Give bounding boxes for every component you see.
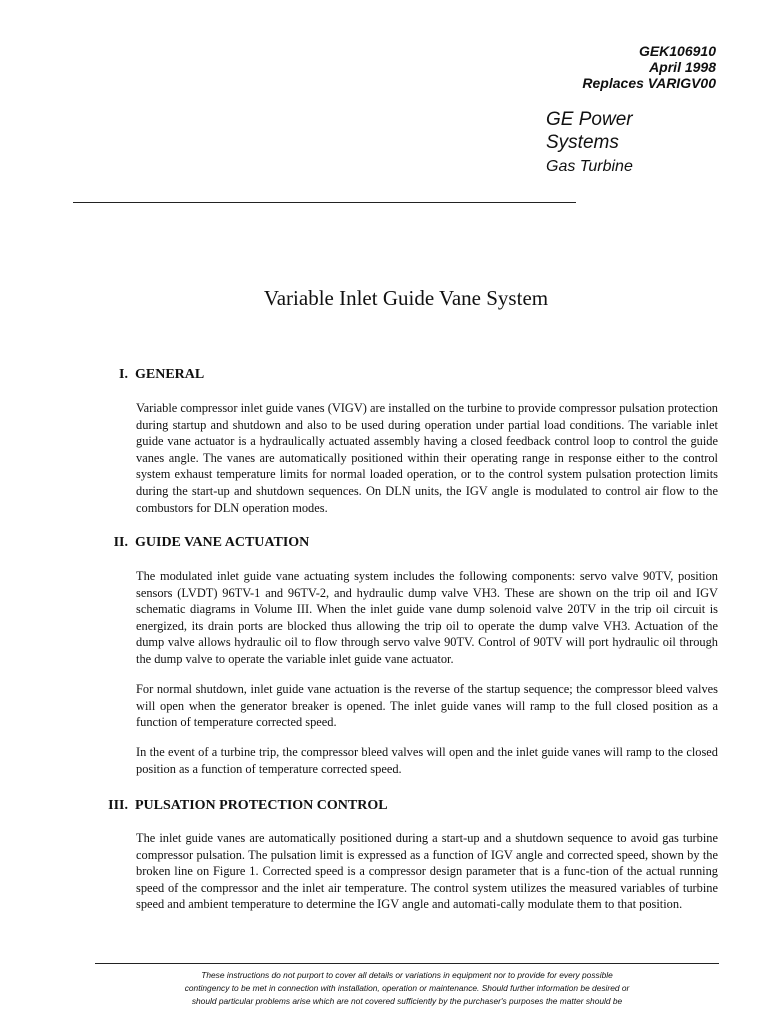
section-title: PULSATION PROTECTION CONTROL [135,798,388,813]
section-number: III. [108,798,128,813]
company-name: GE Power Systems [546,109,633,153]
section-number: I. [119,367,128,382]
disclaimer-line: should particular problems arise which are not covered sufficiently by the purchaser's purposes the matter should be [191,996,623,1006]
disclaimer-line: contingency to be met in connection with installation, operation or maintenance. Should further information be desired or [184,983,630,993]
footer-disclaimer [95,969,719,1008]
document-date: April 1998 [649,59,716,75]
section-heading-pulsation-protection-control [104,798,388,814]
page-title: Variable Inlet Guide Vane System [263,286,549,310]
disclaimer-line: These instructions do not purport to cover all details or variations in equipment nor to provide for every possible [201,970,613,980]
brand-block [546,108,656,176]
section-title: GENERAL [135,367,205,382]
document-number: GEK106910 [638,43,716,59]
section-heading-guide-vane-actuation [108,535,309,551]
section-heading-general [112,367,204,383]
paragraph: For normal shutdown, inlet guide vane actuation is the reverse of the startup sequence; the compressor bleed valves will open when the generator breaker is opened. The inlet guide vanes will ramp to the full closed position as a function of temperature corrected speed. [136,682,718,730]
footer-divider [95,963,719,964]
division-name: Gas Turbine [546,158,633,175]
document-header [582,43,716,91]
header-divider [73,202,576,203]
paragraph: The inlet guide vanes are automatically positioned during a start-up and a shutdown sequence to avoid gas turbine compressor pulsation. The pulsation limit is expressed as a function of IGV angle and corrected speed, shown by the broken line on Figure 1. Corrected speed is a compressor design parameter that is a func-tion of the actual running speed of the compressor and the inlet air temperature. The control system utilizes the measured variables of turbine speed and ambient temperature to determine the IGV angle and automati-cally modulate them to that position. [136,831,718,912]
replaces-note: Replaces VARIGV00 [582,75,716,91]
section-title: GUIDE VANE ACTUATION [135,535,310,550]
paragraph: Variable compressor inlet guide vanes (VIGV) are installed on the turbine to provide compressor pulsation protection during startup and shutdown and also to be used during operation under partial load conditions. The variable inlet guide vane actuator is a hydraulically actuated assembly having a closed feedback control loop to control the guide vanes angle. The vanes are automatically positioned within their operating range in response either to the control system exhaust temperature limits for normal loaded operation, or to the control system pulsation protection limits during the start-up and shutdown sequences. On DLN units, the IGV angle is modulated to control air flow to the combustors for DLN operation modes. [136,401,718,515]
paragraph: The modulated inlet guide vane actuating system includes the following components: servo valve 90TV, position sensors (LVDT) 96TV-1 and 96TV-2, and hydraulic dump valve VH3. These are shown on the trip oil and IGV schematic diagrams in Volume III. When the inlet guide vane dump solenoid valve 20TV in the trip oil circuit is energized, its drain ports are blocked thus allowing the trip oil to operate the dump valve VH3. Actuation of the dump valve allows hydraulic oil to flow through servo valve 90TV. Control of 90TV will port hydraulic oil through the dump valve to operate the variable inlet guide vane actuator. [136,569,718,666]
section-number: II. [113,535,128,550]
paragraph: In the event of a turbine trip, the compressor bleed valves will open and the inlet guide vanes will ramp to the closed position as a function of temperature corrected speed. [136,745,718,776]
